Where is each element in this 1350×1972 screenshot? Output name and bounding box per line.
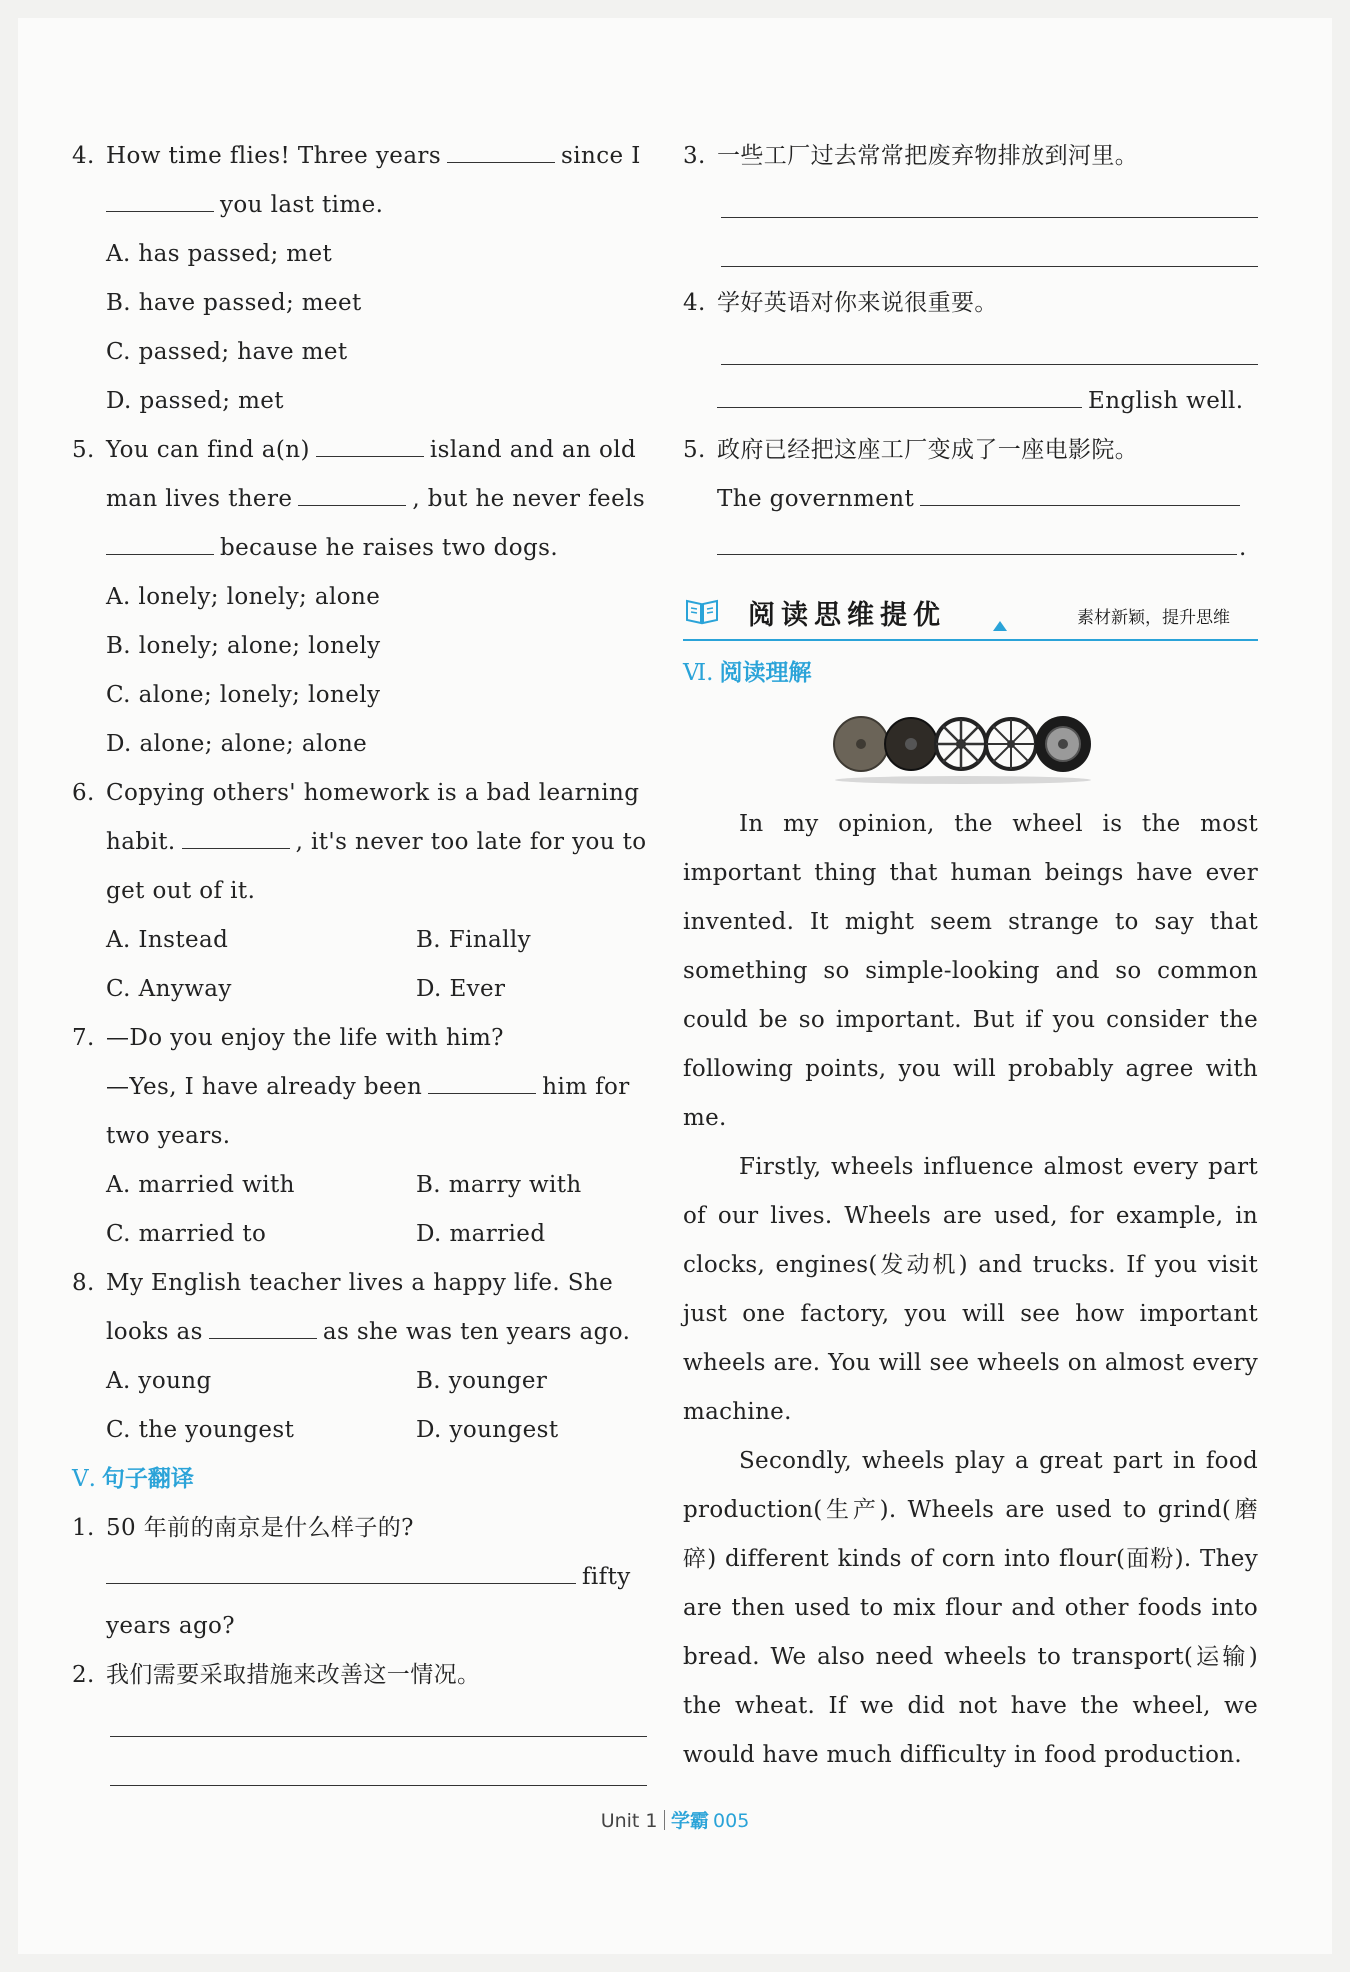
q5-blank-2[interactable] (298, 485, 406, 506)
q7-stem-c: him for (542, 1074, 630, 1100)
t4-prompt: 学好英语对你来说很重要。 (717, 290, 998, 316)
t1-tail-2: years ago? (106, 1613, 236, 1639)
t4-line-1 (683, 279, 1258, 328)
passage-paragraph-1: In my opinion, the wheel is the most important thing that human beings have ever invented. It might seem strange to say that something so simple-looking and so common could be so important. But if you consider the following points, you will probably agree with me. (683, 811, 1258, 1131)
q6-option-a[interactable]: A. Instead (106, 927, 229, 953)
banner-underline (683, 639, 1258, 641)
q8-stem-b: looks as (106, 1319, 203, 1345)
q5-line-3 (72, 524, 647, 573)
passage-paragraph-3: Secondly, wheels play a great part in food production(生产). Wheels are used to grind(磨碎) different kinds of corn into flour(面粉). They are then used to mix flour and other foods into bread. We also need wheels to transport(运输) the wheat. If we did not have the wheel, we would have much difficulty in food production. (683, 1448, 1258, 1768)
q7-number: 7. (72, 1025, 95, 1051)
t3-answer-line-2[interactable] (683, 230, 1258, 279)
q6-line-3: get out of it. (106, 878, 256, 904)
q8-option-b[interactable]: B. younger (416, 1368, 548, 1394)
banner-title: 阅读思维提优 (748, 600, 946, 631)
q6-options-row-2 (72, 965, 647, 1014)
q4-option-d[interactable]: D. passed; met (106, 388, 284, 414)
t2-answer-line-2[interactable] (72, 1749, 647, 1798)
q8-options-row-1 (72, 1357, 647, 1406)
q4-option-b[interactable]: B. have passed; meet (106, 290, 362, 316)
q5-blank-3[interactable] (106, 534, 214, 555)
tyre-wheel (1035, 716, 1091, 772)
q7-options-row-2 (72, 1210, 647, 1259)
wheels-image (833, 706, 1095, 784)
q8-line-2 (72, 1308, 647, 1357)
q5-blank-1[interactable] (316, 436, 424, 457)
right-column (683, 132, 1258, 1780)
footer-brand: 学霸 (671, 1810, 710, 1832)
q5-stem-c: man lives there (106, 486, 293, 512)
t1-line-1 (72, 1504, 647, 1553)
q6-options-row-1 (72, 916, 647, 965)
t4-number: 4. (683, 290, 706, 316)
t2-prompt: 我们需要采取措施来改善这一情况。 (106, 1662, 481, 1688)
q6-number: 6. (72, 780, 95, 806)
t5-lead: The government (717, 486, 915, 512)
q8-number: 8. (72, 1270, 95, 1296)
q4-stem-c: you last time. (220, 192, 384, 218)
q8-line-1 (72, 1259, 647, 1308)
t4-answer-line-1[interactable] (683, 328, 1258, 377)
t1-prompt: 50 年前的南京是什么样子的? (106, 1515, 414, 1541)
section-vi-heading (683, 649, 1258, 698)
t3-line-1 (683, 132, 1258, 181)
q5-line-2 (72, 475, 647, 524)
t3-prompt: 一些工厂过去常常把废弃物排放到河里。 (717, 143, 1139, 169)
q4-option-a[interactable]: A. has passed; met (106, 241, 333, 267)
q5-stem-b: island and an old (429, 437, 637, 463)
q7-line-3: two years. (106, 1123, 231, 1149)
passage-paragraph-2: Firstly, wheels influence almost every part of our lives. Wheels are used, for example, in clocks, engines(发动机) and trucks. If you visit just one factory, you will see how important wheels are. You will see wheels on almost every machine. (683, 1154, 1258, 1425)
banner-triangle-icon (993, 621, 1007, 631)
reading-banner (683, 583, 1258, 649)
t2-answer-line-1[interactable] (72, 1700, 647, 1749)
q6-stem-c: , it's never too late for you to (295, 829, 647, 855)
q4-line-2 (72, 181, 647, 230)
q7-options-row-1 (72, 1161, 647, 1210)
q4-number: 4. (72, 143, 95, 169)
q7-option-a[interactable]: A. married with (106, 1172, 295, 1198)
q8-blank-1[interactable] (209, 1318, 317, 1339)
q7-stem-a: —Do you enjoy the life with him? (106, 1025, 504, 1051)
t5-answer-blank-2[interactable] (717, 534, 1237, 555)
section-v-title: 句子翻译 (101, 1466, 194, 1492)
t1-line-2 (72, 1553, 647, 1602)
q4-blank-1[interactable] (447, 142, 555, 163)
t4-answer-blank[interactable] (717, 387, 1082, 408)
q5-stem-a: You can find a(n) (106, 437, 310, 463)
q5-option-a[interactable]: A. lonely; lonely; alone (106, 584, 381, 610)
t2-number: 2. (72, 1662, 95, 1688)
q7-option-d[interactable]: D. married (416, 1221, 546, 1247)
t2-line-1 (72, 1651, 647, 1700)
t5-end: . (1239, 535, 1247, 561)
t3-number: 3. (683, 143, 706, 169)
q7-option-b[interactable]: B. marry with (416, 1172, 582, 1198)
t3-answer-line-1[interactable] (683, 181, 1258, 230)
q5-stem-e: because he raises two dogs. (220, 535, 559, 561)
t5-line-1 (683, 426, 1258, 475)
q4-blank-2[interactable] (106, 191, 214, 212)
section-vi-title: 阅读理解 (719, 660, 812, 686)
q6-stem-a: Copying others' homework is a bad learning (106, 780, 640, 806)
q5-option-b[interactable]: B. lonely; alone; lonely (106, 633, 381, 659)
footer-page-number: 005 (713, 1810, 750, 1832)
t1-number: 1. (72, 1515, 95, 1541)
t5-number: 5. (683, 437, 706, 463)
t4-line-3 (683, 377, 1258, 426)
q7-line-2 (72, 1063, 647, 1112)
q7-option-c[interactable]: C. married to (106, 1221, 267, 1247)
reading-passage (683, 800, 1258, 1780)
q7-line-1 (72, 1014, 647, 1063)
footer-unit: Unit 1 (600, 1810, 658, 1832)
q4-line-1 (72, 132, 647, 181)
t5-line-2 (683, 475, 1258, 524)
q6-line-1 (72, 769, 647, 818)
footer-divider (664, 1810, 666, 1830)
q8-stem-c: as she was ten years ago. (322, 1319, 631, 1345)
t5-answer-blank-1[interactable] (920, 485, 1240, 506)
t1-answer-blank[interactable] (106, 1563, 576, 1584)
q8-option-a[interactable]: A. young (106, 1368, 212, 1394)
page-footer (0, 1806, 1350, 1833)
q8-stem-a: My English teacher lives a happy life. She (106, 1270, 614, 1296)
banner-subtitle: 素材新颖，提升思维 (1077, 608, 1230, 628)
q6-blank-1[interactable] (182, 828, 290, 849)
q5-stem-d: , but he never feels (412, 486, 646, 512)
section-vi-roman: Ⅵ. (683, 660, 714, 686)
q6-stem-b: habit. (106, 829, 176, 855)
q6-option-b[interactable]: B. Finally (416, 927, 532, 953)
spoked-wheel-1 (936, 719, 986, 769)
section-v-roman: Ⅴ. (72, 1466, 96, 1492)
q6-option-d[interactable]: D. Ever (416, 976, 506, 1002)
q4-option-c[interactable]: C. passed; have met (106, 339, 348, 365)
q5-number: 5. (72, 437, 95, 463)
spoked-wheel-2 (986, 719, 1036, 769)
t5-prompt: 政府已经把这座工厂变成了一座电影院。 (717, 437, 1139, 463)
q8-options-row-2 (72, 1406, 647, 1455)
t5-line-3 (683, 524, 1258, 573)
q8-option-d[interactable]: D. youngest (416, 1417, 559, 1443)
q5-option-c[interactable]: C. alone; lonely; lonely (106, 682, 381, 708)
q5-line-1 (72, 426, 647, 475)
q8-option-c[interactable]: C. the youngest (106, 1417, 295, 1443)
t4-tail: English well. (1088, 388, 1244, 414)
q5-option-d[interactable]: D. alone; alone; alone (106, 731, 368, 757)
book-icon (685, 597, 719, 625)
q4-stem-a: How time flies! Three years (106, 143, 442, 169)
q6-option-c[interactable]: C. Anyway (106, 976, 232, 1002)
q7-stem-b: —Yes, I have already been (106, 1074, 423, 1100)
q7-blank-1[interactable] (428, 1073, 536, 1094)
section-v-heading (72, 1455, 647, 1504)
left-column (72, 132, 647, 1798)
wheels-illustration (683, 698, 1258, 800)
q6-line-2 (72, 818, 647, 867)
q4-stem-b: since I (561, 143, 641, 169)
t1-tail: fifty (582, 1564, 631, 1590)
